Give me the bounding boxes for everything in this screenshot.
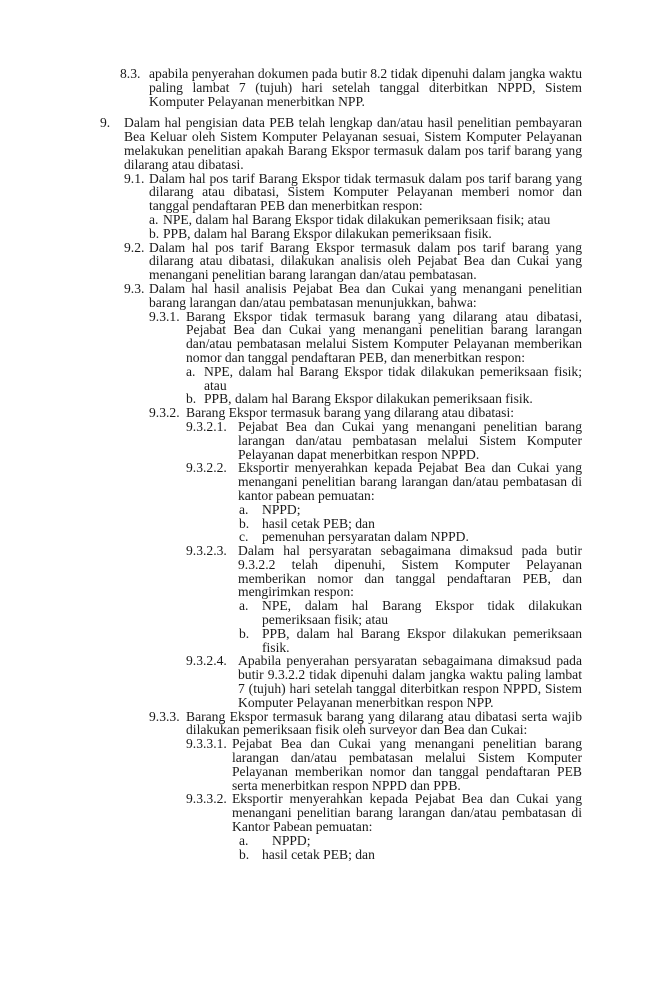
- item-number: 9.3.2.4.: [186, 653, 227, 669]
- list-item: [124, 170, 582, 214]
- item-letter: b.: [239, 625, 250, 641]
- item-text: Dalam hal pengisian data PEB telah lengkap dan/atau hasil penelitian pembayaran Bea Keluar oleh Sistem Komputer Pelayanan sesuai, Sistem Komputer Pelayanan melakukan penelitian apakah Barang Ekspor termasuk dalam pos tarif barang yang dilarang atau dibatasi.: [124, 115, 582, 172]
- list-item: [186, 418, 582, 462]
- item-text: Eksportir menyerahkan kepada Pejabat Bea dan Cukai yang menangani penelitian barang larangan dan/atau pembatasan di Kantor Pabean pemuatan:: [232, 791, 582, 835]
- item-text: NPPD;: [272, 832, 311, 848]
- list-item: [186, 543, 582, 600]
- item-text: hasil cetak PEB; dan: [262, 846, 375, 862]
- item-number: 9.3.3.2.: [186, 791, 227, 807]
- list-item: [149, 211, 582, 227]
- list-item: [239, 515, 582, 531]
- item-letter: a.: [239, 598, 249, 614]
- item-text: Dalam hal pos tarif Barang Ekspor termasuk dalam pos tarif barang yang dilarang atau dibatasi, dilakukan analisis oleh Pejabat Bea dan Cukai yang menangani penelitian barang larangan dan/atau pembatasan.: [149, 239, 582, 283]
- list-item: [239, 625, 582, 655]
- item-text: pemenuhan persyaratan dalam NPPD.: [262, 529, 469, 545]
- item-text: PPB, dalam hal Barang Ekspor dilakukan pemeriksaan fisik.: [262, 625, 582, 655]
- item-text: Barang Ekspor termasuk barang yang dilarang atau dibatasi serta wajib dilakukan pemeriksaan fisik oleh surveyor dan Bea dan Cukai:: [186, 708, 582, 738]
- list-item: [120, 66, 582, 109]
- item-text: NPE, dalam hal Barang Ekspor tidak dilakukan pemeriksaan fisik; atau: [204, 363, 582, 393]
- item-text: Dalam hal hasil analisis Pejabat Bea dan Cukai yang menangani penelitian barang larangan dan/atau pembatasan menunjukkan, bahwa:: [149, 280, 582, 310]
- item-text: PPB, dalam hal Barang Ekspor dilakukan pemeriksaan fisik.: [204, 391, 533, 407]
- list-item: [239, 846, 582, 862]
- item-number: 9.3.3.1.: [186, 736, 227, 752]
- item-letter: a.: [239, 501, 249, 517]
- item-number: 8.3.: [120, 66, 141, 81]
- item-text: Apabila penyerahan persyaratan sebagaimana dimaksud pada butir 9.3.2.2 tidak dipenuhi dalam jangka waktu paling lambat 7 (tujuh) hari setelah tanggal diterbitkan respon NPPD, Sistem Komputer Pelayanan menerbitkan respon NPP.: [238, 653, 582, 710]
- list-item: [186, 391, 582, 407]
- item-letter: a.: [239, 832, 249, 848]
- item-letter: b.: [239, 515, 250, 531]
- item-text: Dalam hal pos tarif Barang Ekspor tidak termasuk dalam pos tarif barang yang dilarang atau dibatasi, Sistem Komputer Pelayanan memberi nomor dan tanggal pendaftaran PEB dan menerbitkan respon:: [149, 170, 582, 214]
- item-letter: c.: [239, 529, 249, 545]
- list-item: [100, 115, 582, 172]
- item-text: NPPD;: [262, 501, 301, 517]
- item-letter: a.: [149, 211, 159, 227]
- item-text: Barang Ekspor tidak termasuk barang yang dilarang atau dibatasi, Pejabat Bea dan Cukai yang menangani penelitian barang larangan dan/atau pembatasan melalui Sistem Komputer Pelayanan memberikan nomor dan tanggal pendaftaran PEB, dan menerbitkan respon:: [186, 308, 582, 365]
- list-item: [239, 598, 582, 628]
- list-item: [124, 280, 582, 310]
- item-text: Pejabat Bea dan Cukai yang menangani penelitian barang larangan dan/atau pembatasan melalui Sistem Komputer Pelayanan dapat menerbitkan respon NPPD.: [238, 418, 582, 462]
- list-item: [149, 405, 582, 421]
- list-item: [186, 653, 582, 710]
- item-number: 9.3.2.3.: [186, 543, 227, 559]
- item-text: Barang Ekspor termasuk barang yang dilarang atau dibatasi:: [186, 405, 515, 421]
- list-item: [186, 791, 582, 835]
- item-letter: a.: [186, 363, 196, 379]
- list-item: [239, 501, 582, 517]
- item-text: hasil cetak PEB; dan: [262, 515, 375, 531]
- item-text: NPE, dalam hal Barang Ekspor tidak dilakukan pemeriksaan fisik; atau: [163, 211, 551, 227]
- item-number: 9.: [100, 115, 111, 131]
- list-item: [239, 832, 582, 848]
- list-item: [186, 363, 582, 393]
- item-text: Pejabat Bea dan Cukai yang menangani penelitian barang larangan dan/atau pembatasan melalui Sistem Komputer Pelayanan memberikan nomor dan tanggal pendaftaran PEB serta menerbitkan respon NPPD dan PPB.: [232, 736, 582, 793]
- list-item: [124, 239, 582, 283]
- item-text: Dalam hal persyaratan sebagaimana dimaksud pada butir 9.3.2.2 telah dipenuhi, Sistem Komputer Pelayanan memberikan nomor dan tanggal pendaftaran PEB, dan mengirimkan respon:: [238, 543, 582, 600]
- item-number: 9.3.2.1.: [186, 418, 227, 434]
- item-number: 9.2.: [124, 239, 145, 255]
- list-item: [149, 225, 582, 241]
- item-text: NPE, dalam hal Barang Ekspor tidak dilakukan pemeriksaan fisik; atau: [262, 598, 582, 628]
- list-item: [149, 708, 582, 738]
- item-letter: b.: [149, 225, 160, 241]
- item-number: 9.3.: [124, 280, 145, 296]
- item-letter: b.: [239, 846, 250, 862]
- list-item: [149, 308, 582, 365]
- item-number: 9.1.: [124, 170, 145, 186]
- item-number: 9.3.2.2.: [186, 460, 227, 476]
- document-page: [0, 67, 654, 861]
- item-number: 9.3.1.: [149, 308, 180, 324]
- item-text: PPB, dalam hal Barang Ekspor dilakukan pemeriksaan fisik.: [163, 225, 492, 241]
- list-item: [186, 736, 582, 793]
- item-number: 9.3.2.: [149, 405, 180, 421]
- item-number: 9.3.3.: [149, 708, 180, 724]
- list-item: [239, 529, 582, 545]
- item-text: apabila penyerahan dokumen pada butir 8.2 tidak dipenuhi dalam jangka waktu paling lambat 7 (tujuh) hari setelah tanggal diterbitkan NPPD, Sistem Komputer Pelayanan menerbitkan NPP.: [149, 66, 582, 109]
- list-item: [186, 460, 582, 503]
- item-letter: b.: [186, 391, 197, 407]
- item-text: Eksportir menyerahkan kepada Pejabat Bea dan Cukai yang menangani penelitian barang larangan dan/atau pembatasan di kantor pabean pemuatan:: [238, 460, 582, 503]
